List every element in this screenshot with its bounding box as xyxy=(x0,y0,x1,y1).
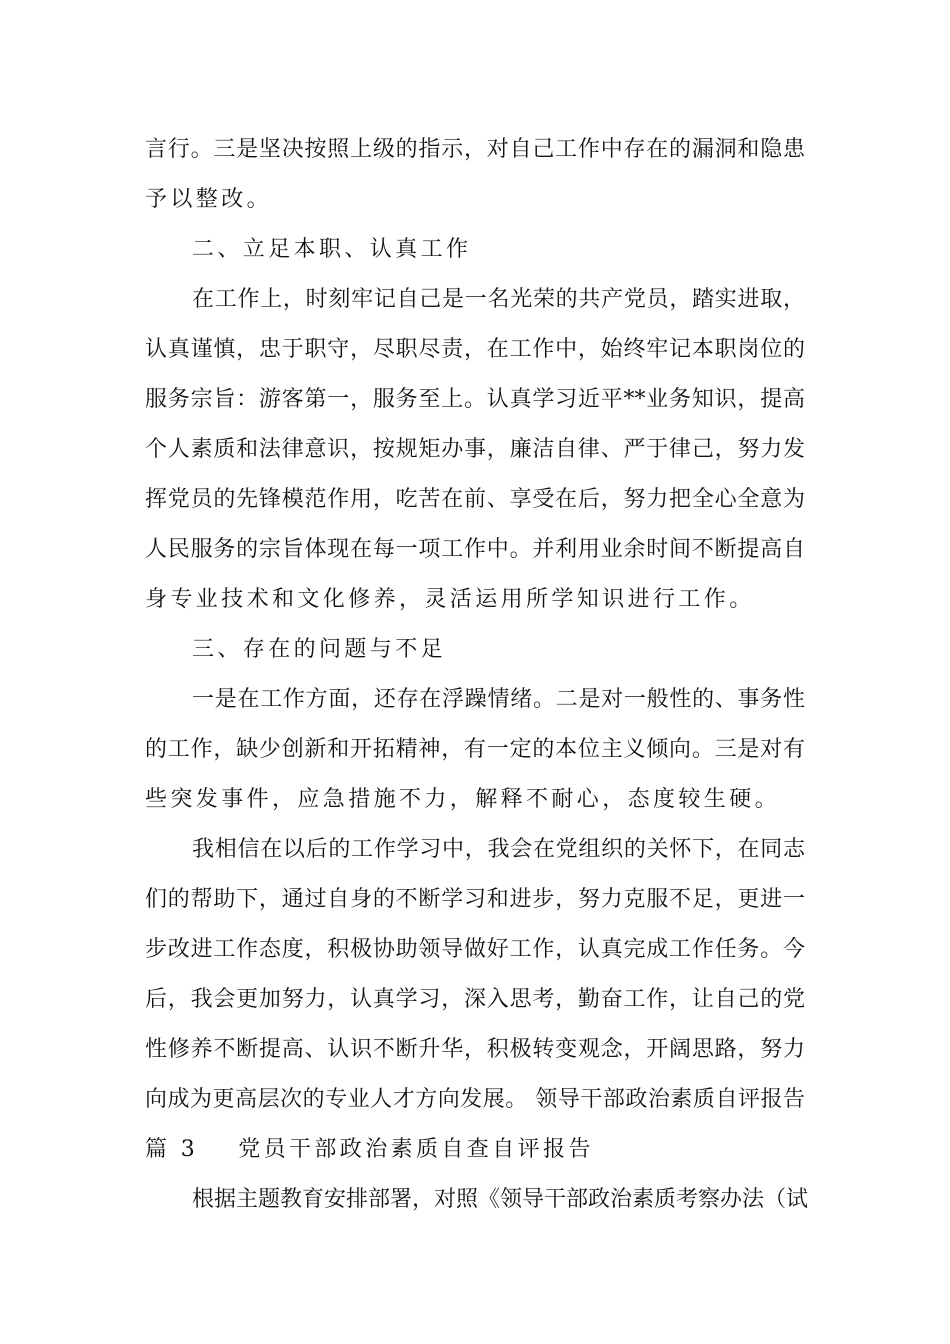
text-line-19: 性修养不断提高、认识不断升华，积极转变观念，开阔思路，努力 xyxy=(145,1037,805,1062)
text-line-2: 予以整改。 xyxy=(145,187,273,212)
text-line-16: 们的帮助下，通过自身的不断学习和进步，努力克服不足，更进一 xyxy=(145,887,805,912)
text-line-20: 向成为更高层次的专业人才方向发展。 领导干部政治素质自评报告 xyxy=(145,1087,805,1112)
text-line-5: 认真谨慎，忠于职守，尽职尽责，在工作中，始终牢记本职岗位的 xyxy=(145,337,805,362)
text-line-10: 身专业技术和文化修养，灵活运用所学知识进行工作。 xyxy=(145,587,755,612)
section-heading-2: 二、立足本职、认真工作 xyxy=(192,237,472,262)
text-line-6: 服务宗旨：游客第一，服务至上。认真学习近平**业务知识，提高 xyxy=(145,387,805,412)
section-heading-3: 三、存在的问题与不足 xyxy=(192,637,447,662)
text-line-1: 言行。三是坚决按照上级的指示，对自己工作中存在的漏洞和隐患 xyxy=(145,137,805,162)
text-line-13: 的工作，缺少创新和开拓精神，有一定的本位主义倾向。三是对有 xyxy=(145,737,805,762)
text-line-9: 人民服务的宗旨体现在每一项工作中。并利用业余时间不断提高自 xyxy=(145,537,805,562)
text-line-21 xyxy=(145,1130,594,1170)
text-line-14: 些突发事件，应急措施不力，解释不耐心，态度较生硬。 xyxy=(145,787,781,812)
text-line-8: 挥党员的先锋模范作用，吃苦在前、享受在后，努力把全心全意为 xyxy=(145,487,805,512)
text-line-22: 根据主题教育安排部署，对照《领导干部政治素质考察办法（试 xyxy=(192,1187,809,1212)
text-line-7: 个人素质和法律意识，按规矩办事，廉洁自律、严于律己，努力发 xyxy=(145,437,805,462)
report-part-label: 篇 3 xyxy=(145,1137,199,1162)
text-line-15: 我相信在以后的工作学习中，我会在党组织的关怀下，在同志 xyxy=(192,837,805,862)
text-line-18: 后，我会更加努力，认真学习，深入思考，勤奋工作，让自己的党 xyxy=(145,987,805,1012)
text-line-12: 一是在工作方面，还存在浮躁情绪。二是对一般性的、事务性 xyxy=(192,687,805,712)
text-line-17: 步改进工作态度，积极协助领导做好工作，认真完成工作任务。今 xyxy=(145,937,805,962)
report-title: 党员干部政治素质自查自评报告 xyxy=(238,1137,594,1162)
text-line-4: 在工作上，时刻牢记自己是一名光荣的共产党员，踏实进取， xyxy=(192,287,805,312)
